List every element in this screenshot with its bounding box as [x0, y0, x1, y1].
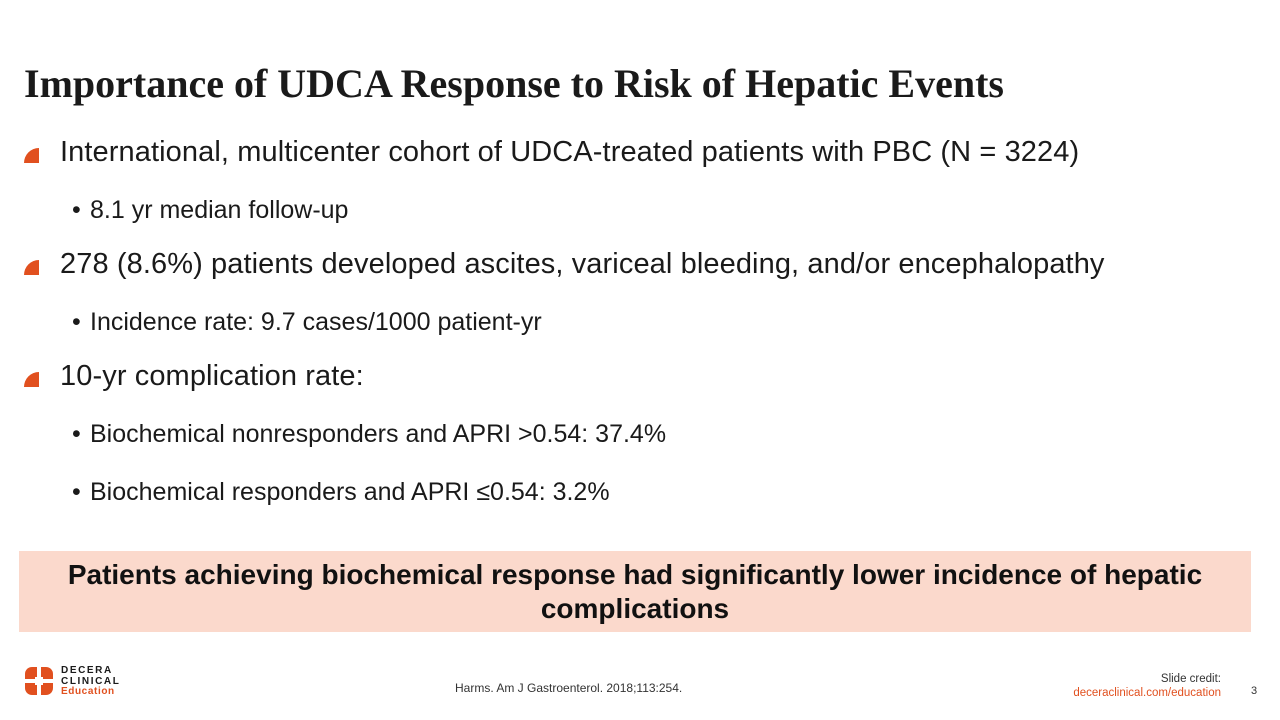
bullet-marker-icon: [24, 148, 39, 163]
credit-label: Slide credit:: [1160, 673, 1221, 685]
page-number: 3: [1251, 685, 1258, 697]
logo-wordmark: DECERA CLINICAL Education: [61, 665, 121, 697]
bullet-cohort: International, multicenter cohort of UDCA-treated patients with PBC (N = 3224): [60, 136, 1080, 168]
sub-bullet-incidence: • Incidence rate: 9.7 cases/1000 patient-yr: [72, 308, 542, 336]
sub-bullet-responders: • Biochemical responders and APRI ≤0.54: 3.2%: [72, 478, 610, 506]
slide-credit: [1073, 672, 1221, 700]
bullet-marker-icon: [24, 260, 39, 275]
sub-bullet-follow-up: • 8.1 yr median follow-up: [72, 196, 349, 224]
key-finding-text: Patients achieving biochemical response had significantly lower incidence of hepatic complications: [67, 558, 1203, 624]
slide-title: Importance of UDCA Response to Risk of Hepatic Events: [24, 61, 1004, 106]
bullet-complications: 278 (8.6%) patients developed ascites, variceal bleeding, and/or encephalopathy: [60, 248, 1105, 280]
bullet-marker-icon: [24, 372, 39, 387]
decera-logo: [25, 666, 145, 698]
decera-logo-icon: [25, 667, 53, 695]
citation: Harms. Am J Gastroenterol. 2018;113:254.: [455, 681, 683, 695]
sub-bullet-nonresponders: • Biochemical nonresponders and APRI >0.54: 37.4%: [72, 420, 667, 448]
credit-link[interactable]: deceraclinical.com/education: [1073, 687, 1221, 699]
bullet-complication-rate: 10-yr complication rate:: [60, 360, 364, 392]
key-finding-banner: [19, 551, 1251, 632]
